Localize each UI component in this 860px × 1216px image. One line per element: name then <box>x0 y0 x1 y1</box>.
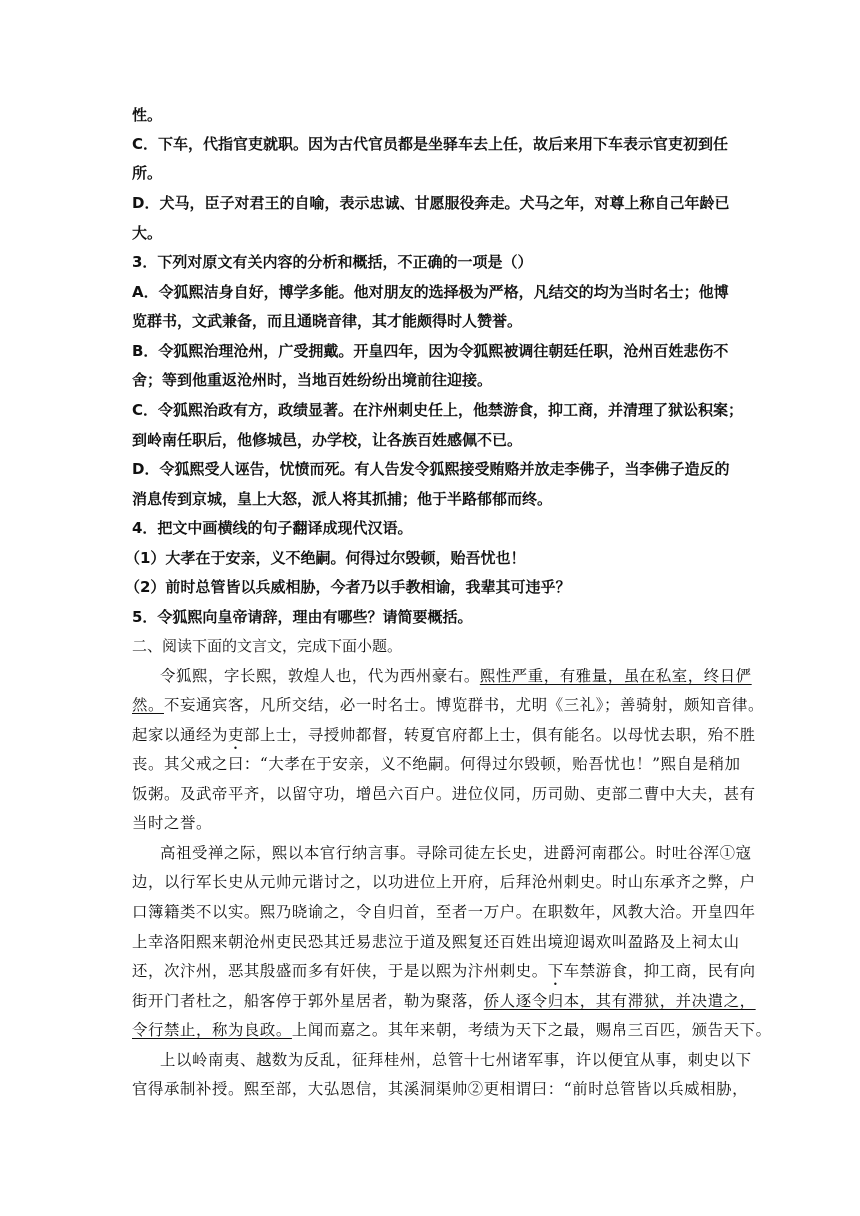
passage-text: 起家以通经为 <box>132 726 228 744</box>
text-line: 舍；等到他重返沧州时，当地百姓纷纷出境前往迎接。 <box>132 371 493 389</box>
option-a-line: A．令狐熙洁身自好，博学多能。他对朋友的选择极为严格，凡结交的均为当时名士；他博 <box>132 283 729 301</box>
emphasized-char: 下 <box>547 962 564 980</box>
underlined-sentence: 然。 <box>132 696 164 714</box>
section-heading: 二、阅读下面的文言文，完成下面小题。 <box>132 637 403 655</box>
underlined-sentence: 熙性严重，有雅量，虽在私室，终日俨 <box>479 667 752 685</box>
passage-text: 令狐熙，字长熙，敦煌人也，代为西州豪右。 <box>160 667 480 685</box>
option-b-line: B．令狐熙治理沧州，广受拥戴。开皇四年，因为令狐熙被调往朝廷任职，沧州百姓悲伤不 <box>132 342 729 360</box>
passage-line <box>132 724 756 753</box>
underlined-sentence: 令行禁止，称为良政。 <box>132 1021 292 1039</box>
passage-line <box>132 960 756 989</box>
option-c-line: C．下车，代指官吏就职。因为古代官员都是坐驿车去上任，故后来用下车表示官吏初到任 <box>132 135 729 153</box>
passage-line: 官得承制补授。熙至部，大弘恩信，其溪洞渠帅②更相谓曰：“前时总管皆以兵威相胁， <box>132 1080 749 1098</box>
text-line: 性。 <box>132 106 163 124</box>
option-c-line: C．令狐熙治政有方，政绩显著。在汴州刺史任上，他禁游食，抑工商，并清理了狱讼积案； <box>132 401 744 419</box>
passage-line: 上以岭南夷、越数为反乱，征拜桂州，总管十七州诸军事，许以便宜从事，刺史以下 <box>160 1051 752 1069</box>
underlined-sentence: 侨人逐令归本，其有滞狱，并决遣之， <box>483 992 756 1010</box>
text-line: 所。 <box>132 164 163 182</box>
passage-line: 边，以行军长史从元帅元谐讨之，以功进位上开府，后拜沧州刺史。时山东承齐之弊，户 <box>132 873 756 891</box>
passage-line: 高祖受禅之际，熙以本官行纳言事。寻除司徒左长史，进爵河南郡公。时吐谷浑①寇 <box>160 844 752 862</box>
passage-text: 上闻而嘉之。其年来朝，考绩为天下之最，赐帛三百匹，颁告天下。 <box>291 1021 772 1039</box>
option-d-line: D．犬马，臣子对君王的自喻，表示忠诚、甘愿服役奔走。犬马之年，对尊上称自己年龄已 <box>132 194 730 212</box>
passage-text: 还，次汴州，恶其殷盛而多有奸侠，于是以熙为汴州刺史。 <box>132 962 548 980</box>
emphasized-char: 吏 <box>227 726 244 744</box>
passage-line <box>132 1019 772 1041</box>
passage-line: 丧。其父戒之曰：“大孝在于安亲，义不绝嗣。何得过尔毁顿，贻吾忧也！”熙自是稍加 <box>132 755 741 773</box>
passage-text: 不妄通宾客，凡所交结，必一时名士。博览群书，尤明《三礼》；善骑射，颇知音律。 <box>163 696 764 714</box>
text-line: 消息传到京城，皇上大怒，派人将其抓捕；他于半路郁郁而终。 <box>132 490 553 508</box>
option-d-line: D．令狐熙受人诬告，忧愤而死。有人告发令狐熙接受贿赂并放走李佛子，当李佛子造反的 <box>132 460 730 478</box>
passage-text: 部上士，寻授帅都督，转夏官府都上士，俱有能名。以母忧去职，殆不胜 <box>243 726 756 744</box>
text-line: 到岭南任职后，他修城邑，办学校，让各族百姓感佩不已。 <box>132 431 523 449</box>
question-3: 3．下列对原文有关内容的分析和概括，不正确的一项是（） <box>132 253 533 271</box>
text-line: 览群书，文武兼备，而且通晓音律，其才能颇得时人赞誉。 <box>132 312 523 330</box>
question-4-item-1: （1）大孝在于安亲，义不绝嗣。何得过尔毁顿，贻吾忧也！ <box>125 549 526 567</box>
passage-text: 车禁游食，抑工商，民有向 <box>563 962 756 980</box>
question-4-item-2: （2）前时总管皆以兵威相胁，今者乃以手教相谕，我辈其可违乎？ <box>125 578 571 596</box>
text-line: 大。 <box>132 224 163 242</box>
question-5: 5．令狐熙向皇帝请辞，理由有哪些？请简要概括。 <box>132 608 473 626</box>
passage-text: 街开门者杜之，船客停于郭外星居者，勒为聚落， <box>132 992 484 1010</box>
passage-line <box>160 665 752 687</box>
passage-line: 当时之誉。 <box>132 814 212 832</box>
question-4: 4．把文中画横线的句子翻译成现代汉语。 <box>132 519 413 537</box>
passage-line <box>132 694 764 716</box>
passage-line: 饭粥。及武帝平齐，以留守功，增邑六百户。进位仪同，历司勋、吏部二曹中大夫，甚有 <box>132 785 756 803</box>
passage-line: 上幸洛阳熙来朝沧州吏民恐其迁易悲泣于道及熙复还百姓出境迎谒欢叫盈路及上祠太山 <box>132 933 740 951</box>
passage-line <box>132 990 756 1012</box>
passage-line: 口簿籍类不以实。熙乃晓谕之，令自归首，至者一万户。在职数年，风教大洽。开皇四年 <box>132 903 756 921</box>
